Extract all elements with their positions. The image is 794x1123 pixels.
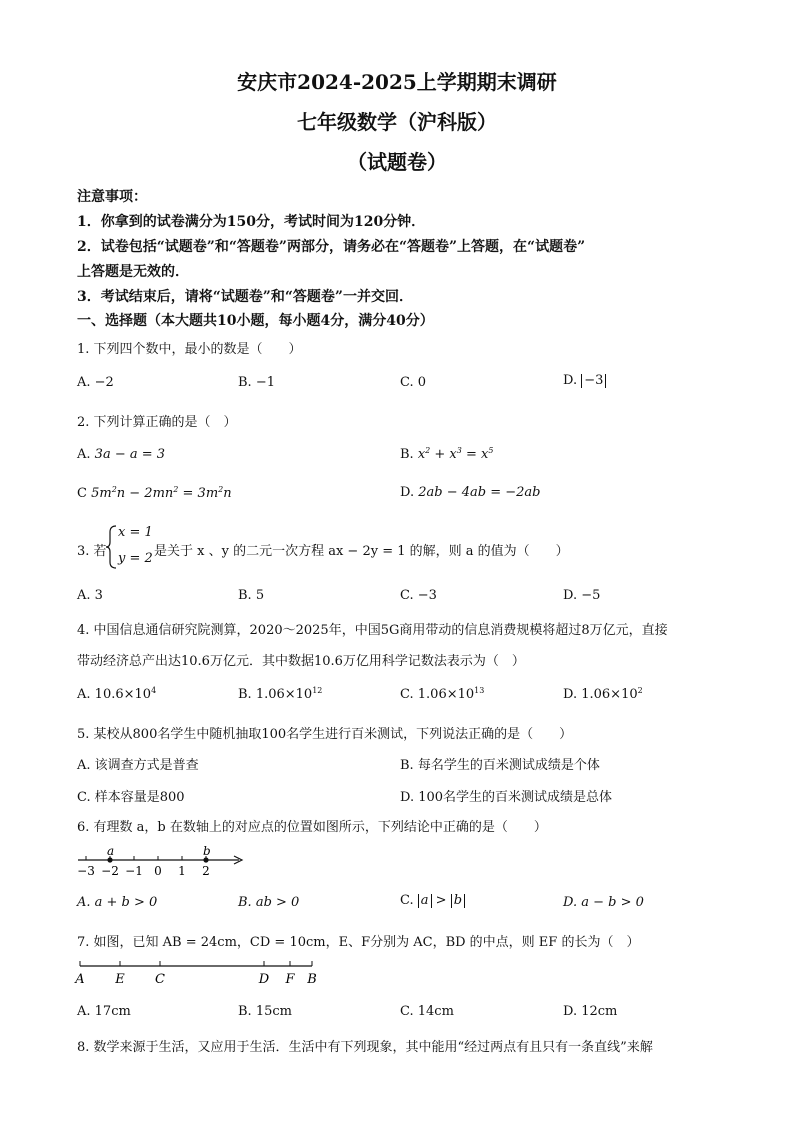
- segment-point-label: E: [115, 972, 125, 987]
- option-base: 1.06×10: [417, 687, 475, 702]
- number-line-figure: [74, 840, 254, 880]
- q7-option-d: D. 12cm: [563, 1004, 618, 1019]
- point-b: [203, 857, 208, 862]
- q2-option-c: C $5m^2n - 2mn^2 = 3m^2n$: [77, 485, 232, 501]
- note-item: 1．你拿到的试卷满分为150分，考试时间为120分钟．: [77, 214, 426, 230]
- q5-option-c: C. 样本容量是800: [77, 790, 185, 805]
- note-item: 2．试卷包括“试题卷”和“答题卷”两部分，请务必在“答题卷”上答题，在“试题卷”: [77, 239, 586, 255]
- q2-option-a: [77, 447, 165, 462]
- greater-than: >: [435, 893, 447, 908]
- option-base: 1.06×10: [255, 687, 313, 702]
- option-label: A.: [77, 687, 91, 702]
- exam-subtitle: 七年级数学（沪科版）: [297, 110, 497, 134]
- absolute-value-b: b: [451, 894, 465, 908]
- q3-equation-y: y = 2: [118, 551, 153, 566]
- q3-option-c: C. −3: [400, 588, 437, 603]
- q1-option-b: B. −1: [238, 375, 275, 390]
- note-item: 上答题是无效的．: [77, 264, 189, 280]
- q6-option-b: B. ab > 0: [238, 895, 300, 910]
- segment-point-label: C: [155, 972, 165, 987]
- question-1-stem: 1. 下列四个数中，最小的数是（ ）: [77, 342, 302, 357]
- question-2-stem: 2. 下列计算正确的是（ ）: [77, 415, 237, 430]
- option-exponent: 4: [151, 686, 157, 695]
- q5-option-b: B. 每名学生的百米测试成绩是个体: [400, 758, 600, 773]
- absolute-value: −3: [581, 374, 606, 388]
- q3-option-b: B. 5: [238, 588, 265, 603]
- option-exponent: 13: [474, 686, 485, 695]
- q7-option-b: B. 15cm: [238, 1004, 292, 1019]
- q4-option-d: [563, 686, 643, 702]
- option-label: C: [77, 486, 87, 501]
- option-base: 1.06×10: [581, 687, 638, 702]
- question-4-line-1: 4. 中国信息通信研究院测算，2020～2025年，中国5G商用带动的信息消费规模将超过8万亿元，直接: [77, 623, 668, 638]
- segment-point-label: B: [307, 972, 317, 987]
- q4-option-a: [77, 686, 156, 702]
- option-label: C.: [400, 893, 414, 908]
- number-line-tick-label: 0: [154, 864, 162, 878]
- system-brace: [104, 524, 118, 570]
- option-exponent: 2: [637, 686, 643, 695]
- option-expression: 3a − a = 3: [94, 447, 166, 462]
- option-label: B.: [400, 447, 414, 462]
- note-item: 3．考试结束后，请将“试题卷”和“答题卷”一并交回．: [77, 289, 413, 305]
- option-base: 10.6×10: [94, 687, 152, 702]
- q5-option-d: D. 100名学生的百米测试成绩是总体: [400, 790, 613, 805]
- q1-option-d: [563, 373, 606, 388]
- exam-title: 安庆市2024-2025上学期期末调研: [237, 70, 557, 94]
- q1-option-c: C. 0: [400, 375, 427, 390]
- q2-option-d: [400, 485, 540, 500]
- option-exponent: 12: [312, 686, 323, 695]
- segment-point-label: A: [75, 972, 85, 987]
- option-label: A.: [77, 447, 91, 462]
- number-line-tick-label: −1: [125, 864, 143, 878]
- q3-equation-x: x = 1: [118, 525, 153, 540]
- q6-option-a: A. a + b > 0: [77, 895, 158, 910]
- number-line-tick-label: −2: [101, 864, 119, 878]
- q6-option-d: D. a − b > 0: [563, 895, 644, 910]
- question-7-stem: 7. 如图，已知 AB = 24cm，CD = 10cm，E、F分别为 AC，BD 的中点，则 EF 的长为（ ）: [77, 935, 640, 950]
- option-expression: 2ab − 4ab = −2ab: [418, 485, 541, 500]
- question-5-stem: 5. 某校从800名学生中随机抽取100名学生进行百米测试，下列说法正确的是（ ）: [77, 727, 573, 742]
- q4-option-b: [238, 686, 322, 702]
- option-label: D.: [400, 485, 415, 500]
- option-label: D.: [563, 373, 578, 388]
- q7-option-a: A. 17cm: [77, 1004, 131, 1019]
- q3-stem: 是关于 x 、y 的二元一次方程 ax − 2y = 1 的解，则 a 的值为（ ）: [154, 544, 569, 559]
- segment-point-label: F: [285, 972, 295, 987]
- segment-point-label: D: [258, 972, 270, 987]
- point-a-label: a: [107, 844, 115, 858]
- exam-paper-type: （试题卷）: [347, 150, 447, 174]
- q3-option-d: D. −5: [563, 588, 601, 603]
- q4-option-c: [400, 686, 484, 702]
- number-line-tick-label: −3: [77, 864, 95, 878]
- option-label: C.: [400, 687, 414, 702]
- q6-option-c: [400, 893, 465, 908]
- q5-option-a: A. 该调查方式是普查: [77, 758, 199, 773]
- question-6-stem: 6. 有理数 a，b 在数轴上的对应点的位置如图所示，下列结论中正确的是（ ）: [77, 820, 547, 835]
- q7-option-c: C. 14cm: [400, 1004, 454, 1019]
- point-b-label: b: [203, 844, 211, 858]
- option-label: B.: [238, 687, 252, 702]
- question-8-stem: 8. 数学来源于生活，又应用于生活．生活中有下列现象，其中能用“经过两点有且只有一条直线”来解: [77, 1040, 653, 1055]
- option-label: D.: [563, 687, 578, 702]
- notes-heading: 注意事项：: [77, 189, 147, 205]
- segment-figure: [74, 956, 324, 990]
- absolute-value-a: a: [418, 894, 432, 908]
- number-line-tick-label: 1: [178, 864, 186, 878]
- q2-option-b: B. $x^2 + x^3 = x^5$: [400, 446, 494, 462]
- q1-option-a: A. −2: [77, 375, 114, 390]
- point-a: [107, 857, 112, 862]
- question-4-line-2: 带动经济总产出达10.6万亿元．其中数据10.6万亿用科学记数法表示为（ ）: [77, 654, 525, 669]
- q3-prefix: 3. 若: [77, 544, 107, 559]
- number-line-tick-label: 2: [202, 864, 210, 878]
- q3-option-a: A. 3: [77, 588, 103, 603]
- section-heading: 一、选择题（本大题共10小题，每小题4分，满分40分）: [77, 313, 434, 329]
